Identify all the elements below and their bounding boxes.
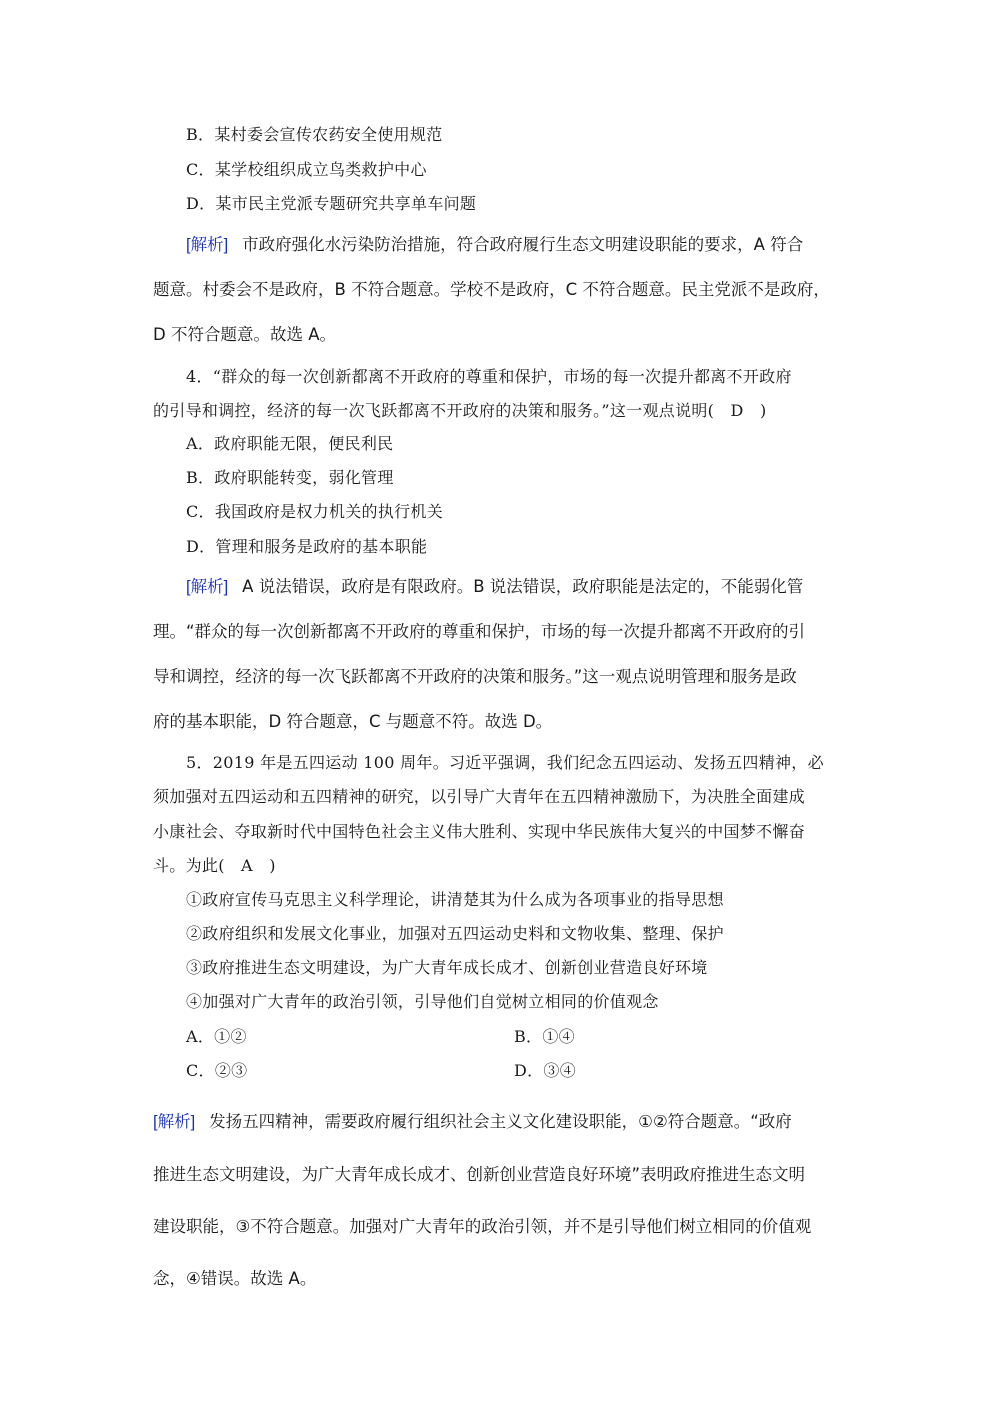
q3-analysis-line-2: 题意。村委会不是政府，B 不符合题意。学校不是政府，C 不符合题意。民主党派不是政府， [153,280,830,299]
q4-analysis-line-3: 导和调控，经济的每一次飞跃都离不开政府的决策和服务。”这一观点说明管理和服务是政 [153,667,797,686]
q4-stem-line-1: 4．“群众的每一次创新都离不开政府的尊重和保护，市场的每一次提升都离不开政府 [186,367,792,386]
q5-option-d: D．③④ [514,1061,577,1080]
q5-statement-1: ①政府宣传马克思主义科学理论，讲清楚其为什么成为各项事业的指导思想 [186,890,724,909]
q5-option-b: B．①④ [514,1027,575,1046]
q3-option-c: C．某学校组织成立鸟类救护中心 [186,160,427,179]
q5-stem-line-3: 小康社会、夺取新时代中国特色社会主义伟大胜利、实现中华民族伟大复兴的中国梦不懈奋 [153,822,806,841]
q4-option-d: D．管理和服务是政府的基本职能 [186,537,428,556]
analysis-tag: [解析] [153,1113,196,1131]
analysis-tag: [解析] [186,236,229,254]
q4-option-c: C．我国政府是权力机关的执行机关 [186,502,444,521]
q3-analysis-line-1 [186,231,886,255]
q5-analysis-line-4: 念，④错误。故选 A。 [153,1269,317,1288]
q3-option-b: B．某村委会宣传农药安全使用规范 [186,125,443,144]
q3-option-d: D．某市民主党派专题研究共享单车问题 [186,194,477,213]
q4-analysis-line-4: 府的基本职能，D 符合题意，C 与题意不符。故选 D。 [153,712,553,731]
q5-option-c: C．②③ [186,1061,248,1080]
q5-analysis-line-3: 建设职能，③不符合题意。加强对广大青年的政治引领，并不是引导他们树立相同的价值观 [153,1217,812,1236]
q3-analysis-line-3: D 不符合题意。故选 A。 [153,325,336,344]
q5-stem-line-4: 斗。为此( A ) [153,856,276,875]
analysis-text: 发扬五四精神，需要政府履行组织社会主义文化建设职能，①②符合题意。“政府 [209,1112,792,1131]
q5-option-a: A．①② [186,1027,247,1046]
q4-option-b: B．政府职能转变，弱化管理 [186,468,394,487]
q5-analysis-line-1 [153,1108,853,1132]
q5-statement-4: ④加强对广大青年的政治引领，引导他们自觉树立相同的价值观念 [186,992,659,1011]
q4-analysis-line-1 [186,573,886,597]
q5-stem-line-1: 5．2019 年是五四运动 100 周年。习近平强调，我们纪念五四运动、发扬五四精神，必 [186,753,824,772]
q5-analysis-line-2: 推进生态文明建设，为广大青年成长成才、创新创业营造良好环境”表明政府推进生态文明 [153,1165,806,1184]
q4-stem-line-2: 的引导和调控，经济的每一次飞跃都离不开政府的决策和服务。”这一观点说明( D ) [153,401,767,420]
analysis-text: A 说法错误，政府是有限政府。B 说法错误，政府职能是法定的，不能弱化管 [242,577,804,596]
analysis-tag: [解析] [186,578,229,596]
q4-analysis-line-2: 理。“群众的每一次创新都离不开政府的尊重和保护，市场的每一次提升都离不开政府的引 [153,622,806,641]
q5-statement-2: ②政府组织和发展文化事业，加强对五四运动史料和文物收集、整理、保护 [186,924,724,943]
q5-stem-line-2: 须加强对五四运动和五四精神的研究，以引导广大青年在五四精神激励下，为决胜全面建成 [153,787,806,806]
q4-option-a: A．政府职能无限，便民利民 [186,434,394,453]
analysis-text: 市政府强化水污染防治措施，符合政府履行生态文明建设职能的要求，A 符合 [242,235,804,254]
q5-statement-3: ③政府推进生态文明建设，为广大青年成长成才、创新创业营造良好环境 [186,958,708,977]
